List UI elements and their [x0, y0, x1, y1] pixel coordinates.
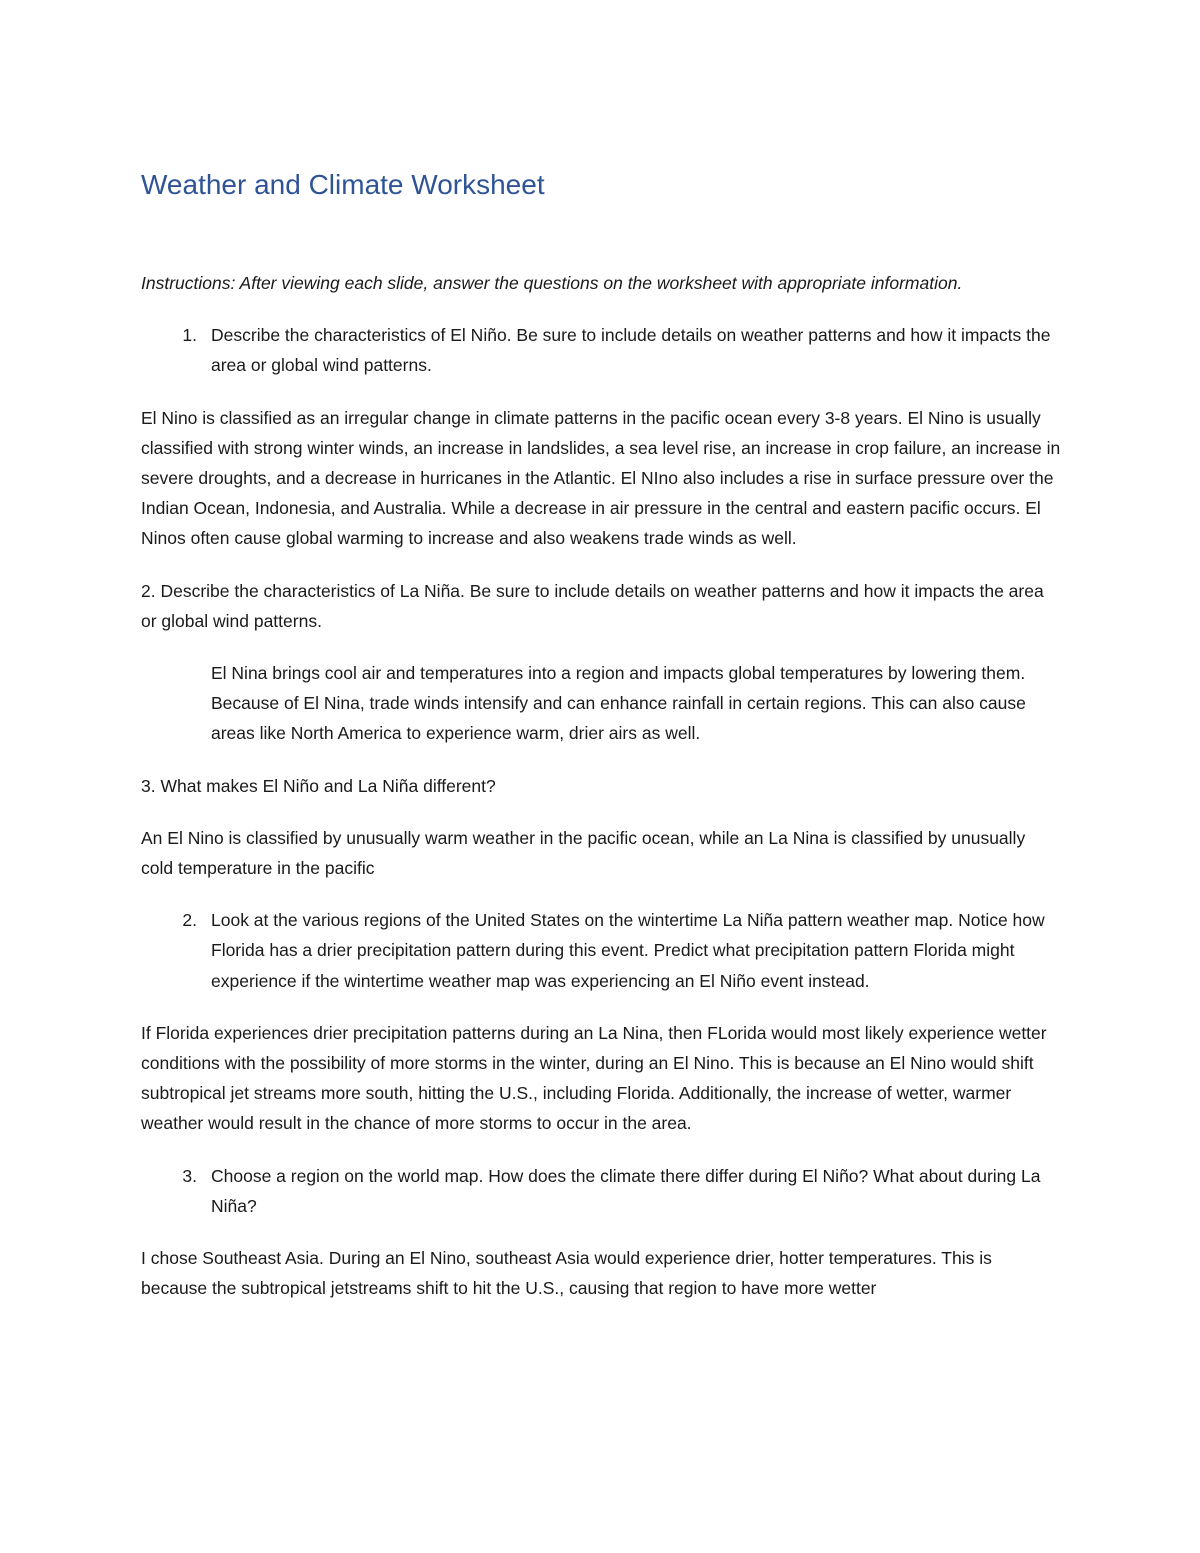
- question-5-text: Choose a region on the world map. How does the climate there differ during El Niño? What about during La Niña?: [211, 1165, 1041, 1216]
- page-title: Weather and Climate Worksheet: [141, 169, 545, 200]
- question-4-number: 2.: [182, 910, 197, 931]
- question-3: 3. What makes El Niño and La Niña different?: [141, 775, 496, 796]
- answer-2: El Nina brings cool air and temperatures into a region and impacts global temperatures by lowering them. Because of El Nina, trade winds intensify and can enhance rainfall in certain regions. This can also cause areas like North America to experience warm, drier airs as well.: [211, 663, 1026, 744]
- question-5-number: 3.: [182, 1165, 197, 1186]
- question-1: [141, 320, 1061, 380]
- answer-5: I chose Southeast Asia. During an El Nino, southeast Asia would experience drier, hotter temperatures. This is because the subtropical jetstreams shift to hit the U.S., causing that region to have more wetter: [141, 1248, 992, 1299]
- question-4-text: Look at the various regions of the United States on the wintertime La Niña pattern weather map. Notice how Florida has a drier precipitation pattern during this event. Predict what precipitation pattern Florida might experience if the wintertime weather map was experiencing an El Niño event instead.: [211, 910, 1045, 991]
- document-content: [141, 166, 1061, 1325]
- answer-1: El Nino is classified as an irregular change in climate patterns in the pacific ocean every 3-8 years. El Nino is usually classified with strong winter winds, an increase in landslides, a sea level rise, an increase in crop failure, an increase in severe droughts, and a decrease in hurricanes in the Atlantic. El NIno also includes a rise in surface pressure over the Indian Ocean, Indonesia, and Australia. While a decrease in air pressure in the central and eastern pacific occurs. El Ninos often cause global warming to increase and also weakens trade winds as well.: [141, 407, 1061, 549]
- question-4: [141, 905, 1061, 996]
- question-5: [141, 1161, 1061, 1221]
- instructions-text: Instructions: After viewing each slide, answer the questions on the worksheet with appropriate information.: [141, 273, 963, 293]
- question-2: 2. Describe the characteristics of La Niña. Be sure to include details on weather patterns and how it impacts the area or global wind patterns.: [141, 580, 1044, 631]
- answer-3: An El Nino is classified by unusually warm weather in the pacific ocean, while an La Nina is classified by unusually cold temperature in the pacific: [141, 827, 1026, 879]
- question-1-text: Describe the characteristics of El Niño. Be sure to include details on weather patterns and how it impacts the area or global wind patterns.: [211, 325, 1051, 376]
- answer-4: If Florida experiences drier precipitation patterns during an La Nina, then FLorida would most likely experience wetter conditions with the possibility of more storms in the winter, during an El Nino. This is because an El Nino would shift subtropical jet streams more south, hitting the U.S., including Florida. Additionally, the increase of wetter, warmer weather would result in the chance of more storms to occur in the area.: [141, 1022, 1047, 1134]
- question-1-number: 1.: [182, 325, 197, 346]
